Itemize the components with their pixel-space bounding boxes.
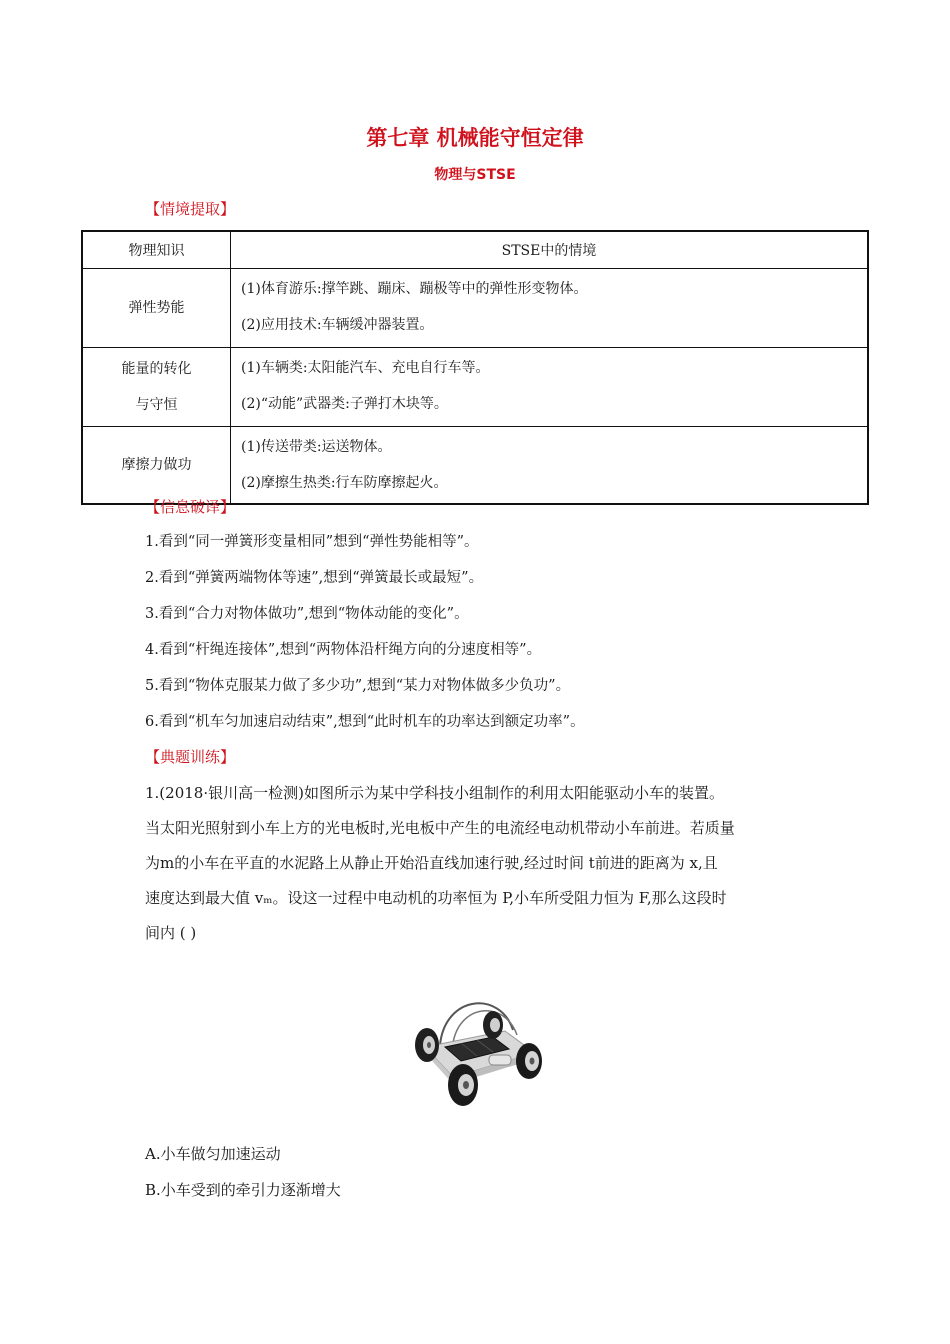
table-row-content [231, 269, 869, 348]
table-header-row [82, 231, 868, 269]
table-row-content [231, 427, 869, 505]
table-row [82, 348, 868, 427]
row-item: (2)摩擦生热类:行车防摩擦起火。 [241, 475, 448, 491]
info-item: 2.看到“弹簧两端物体等速”,想到“弹簧最长或最短”。 [145, 570, 484, 586]
row-key-line: 弹性势能 [128, 300, 185, 316]
row-key-line: 摩擦力做功 [121, 457, 192, 473]
row-key-line: 与守恒 [135, 397, 178, 413]
section-head-training: 【典题训练】 [145, 748, 236, 766]
question-line: 1.(2018·银川高一检测)如图所示为某中学科技小组制作的利用太阳能驱动小车的装置。 [145, 784, 724, 802]
table-row [82, 427, 868, 505]
section-subtitle: 物理与STSE [434, 167, 516, 183]
table-row [82, 269, 868, 348]
row-item: (2)“动能”武器类:子弹打木块等。 [241, 396, 448, 412]
option-a: A.小车做匀加速运动 [145, 1145, 281, 1163]
stse-table [81, 230, 869, 505]
solar-car-photo [405, 985, 550, 1115]
info-item: 3.看到“合力对物体做功”,想到“物体动能的变化”。 [145, 606, 469, 622]
table-row-key [82, 269, 231, 348]
row-key-line: 能量的转化 [121, 361, 192, 377]
info-item: 4.看到“杆绳连接体”,想到“两物体沿杆绳方向的分速度相等”。 [145, 642, 542, 658]
row-item: (1)传送带类:运送物体。 [241, 439, 392, 455]
row-item: (1)车辆类:太阳能汽车、充电自行车等。 [241, 360, 490, 376]
info-item: 6.看到“机车匀加速启动结束”,想到“此时机车的功率达到额定功率”。 [145, 714, 585, 730]
question-line: 间内 ( ) [145, 924, 197, 942]
table-header-knowledge: 物理知识 [82, 231, 231, 269]
row-item: (1)体育游乐:撑竿跳、蹦床、蹦极等中的弹性形变物体。 [241, 281, 588, 297]
chapter-title: 第七章 机械能守恒定律 [366, 126, 584, 150]
table-row-key [82, 427, 231, 505]
table-header-stse: STSE中的情境 [231, 231, 869, 269]
table-row-key [82, 348, 231, 427]
section-head-situation: 【情境提取】 [145, 200, 236, 218]
question-line: 速度达到最大值 vₘ。设这一过程中电动机的功率恒为 P,小车所受阻力恒为 F,那么这段时 [145, 889, 727, 907]
row-item: (2)应用技术:车辆缓冲器装置。 [241, 317, 434, 333]
table-row-content [231, 348, 869, 427]
section-head-info: 【信息破译】 [145, 498, 236, 516]
option-b: B.小车受到的牵引力逐渐增大 [145, 1181, 341, 1199]
question-line: 当太阳光照射到小车上方的光电板时,光电板中产生的电流经电动机带动小车前进。若质量 [145, 819, 735, 837]
info-item: 5.看到“物体克服某力做了多少功”,想到“某力对物体做多少负功”。 [145, 678, 571, 694]
question-line: 为m的小车在平直的水泥路上从静止开始沿直线加速行驶,经过时间 t前进的距离为 x,且 [145, 854, 718, 872]
info-item: 1.看到“同一弹簧形变量相同”想到“弹性势能相等”。 [145, 534, 479, 550]
question-text [145, 776, 815, 951]
